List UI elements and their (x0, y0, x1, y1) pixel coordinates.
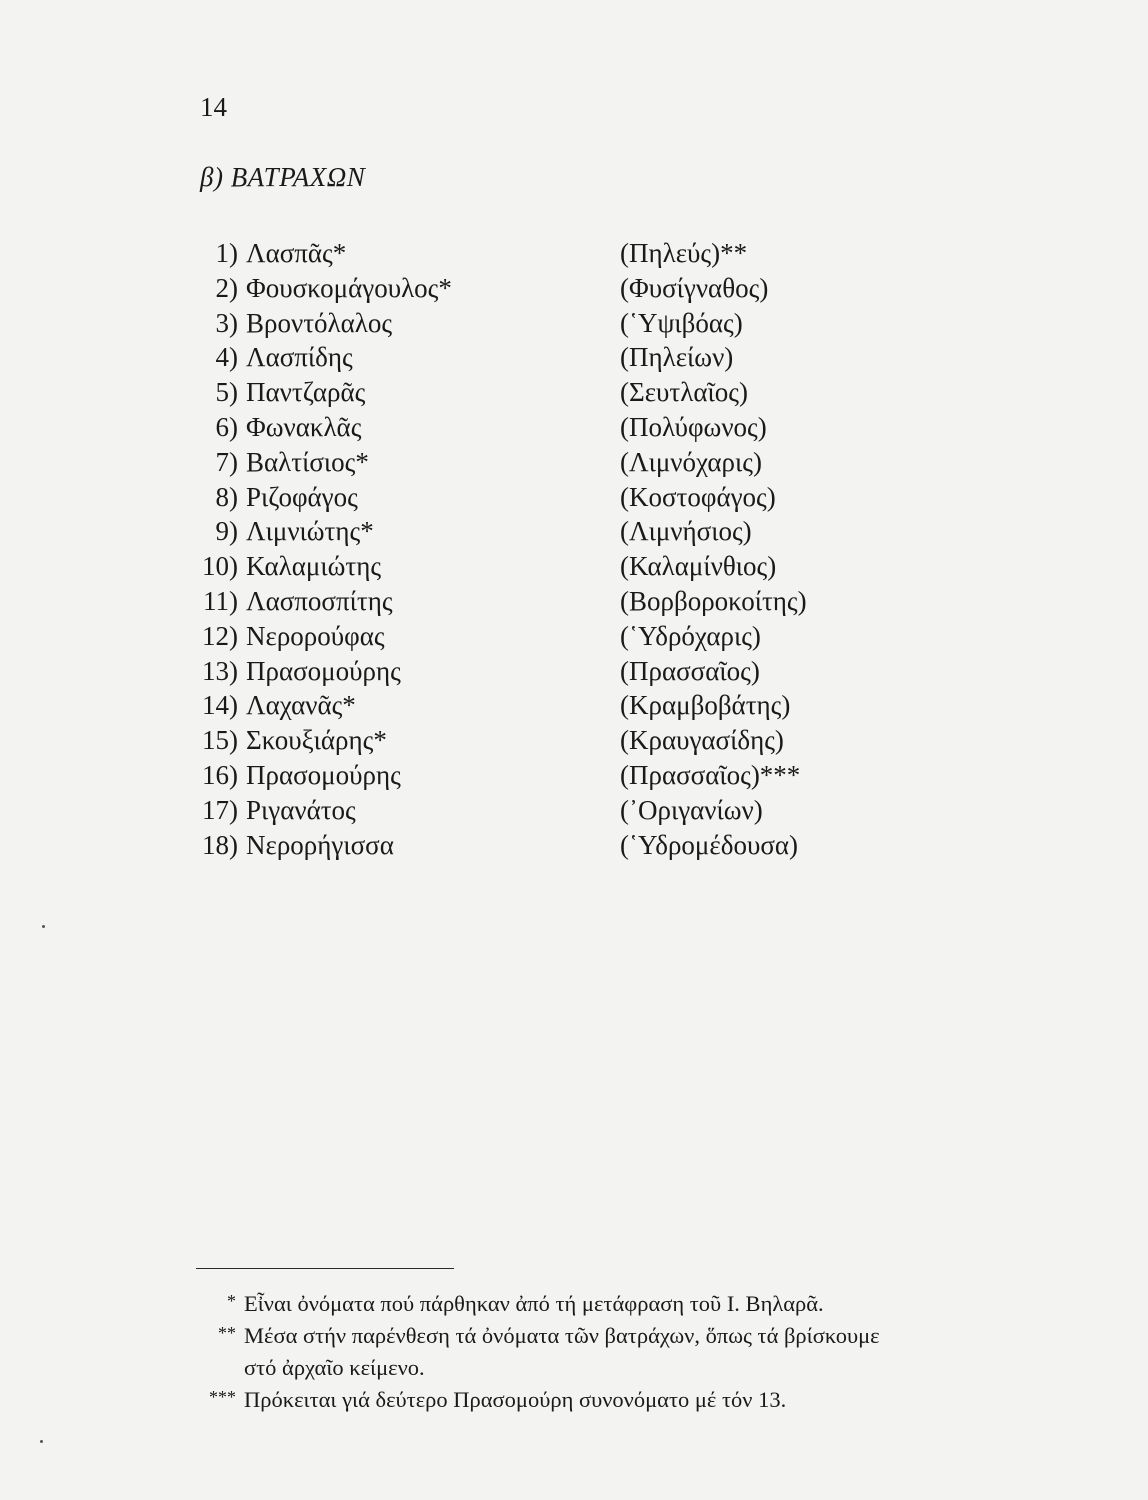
modern-name: Βροντόλαλος (246, 307, 393, 338)
footnote-text: Πρόκειται γιά δεύτερο Πρασομούρη συνονόματο μέ τόν 13. (244, 1387, 787, 1412)
ancient-name: (Φυσίγναθος) (620, 272, 769, 303)
footnote-mark: * (227, 1291, 236, 1311)
modern-name: Νερορήγισσα (246, 829, 394, 860)
footnote (0, 1320, 1148, 1352)
item-number: 11) (203, 585, 238, 616)
footnote-text: Εἶναι ὀνόματα πού πάρθηκαν ἀπό τή μετάφραση τοῦ Ι. Βηλαρᾶ. (244, 1291, 824, 1316)
modern-name: Νερορούφας (246, 620, 385, 651)
item-number: 3) (215, 307, 238, 338)
ancient-name: (Πηλείων) (620, 342, 734, 373)
list-item (0, 410, 1148, 445)
ancient-name: (Κοστοφάγος) (620, 481, 776, 512)
item-number: 1) (215, 238, 238, 268)
item-number: 2) (215, 272, 238, 303)
item-number: 12) (202, 620, 238, 651)
list-item (0, 584, 1148, 619)
modern-name: Πρασομούρης (246, 655, 401, 686)
page-number: 14 (200, 92, 227, 122)
list-item (0, 306, 1148, 341)
footnote-text: Μέσα στήν παρένθεση τά ὀνόματα τῶν βατράχων, ὅπως τά βρίσκουμε (244, 1323, 880, 1348)
footnote (0, 1288, 1148, 1320)
modern-name: Λασπᾶς* (246, 238, 347, 268)
list-item (0, 723, 1148, 758)
footnote (0, 1384, 1148, 1416)
ancient-name: (῾Υδρόχαρις) (620, 620, 761, 651)
modern-name: Φωνακλᾶς (246, 411, 362, 442)
list-item (0, 271, 1148, 306)
footnotes (0, 1288, 1148, 1416)
list-item (0, 445, 1148, 480)
ancient-name: (Καλαμίνθιος) (620, 551, 777, 582)
modern-name: Σκουξιάρης* (246, 725, 387, 756)
ancient-name: (῾Υψιβόας) (620, 307, 743, 338)
modern-name: Λασπίδης (246, 342, 353, 373)
frog-names-list (0, 236, 1148, 862)
item-number: 17) (202, 794, 238, 825)
footnote-text: στό ἀρχαῖο κείμενο. (244, 1355, 425, 1380)
item-number: 16) (202, 759, 238, 790)
item-number: 14) (202, 690, 238, 721)
ancient-name: (Βορβοροκοίτης) (620, 585, 807, 616)
list-item (0, 688, 1148, 723)
ancient-name: (Πηλεύς)** (620, 238, 748, 268)
ancient-name: (Πρασσαῖος) (620, 655, 760, 686)
item-number: 6) (215, 411, 238, 442)
ancient-name: (Πολύφωνος) (620, 411, 767, 442)
modern-name: Φουσκομάγουλος* (246, 272, 452, 303)
item-number: 9) (215, 516, 238, 547)
list-item (0, 828, 1148, 863)
list-item (0, 375, 1148, 410)
list-item (0, 514, 1148, 549)
modern-name: Ριζοφάγος (246, 481, 358, 512)
modern-name: Λιμνιώτης* (246, 516, 374, 547)
modern-name: Πρασομούρης (246, 759, 401, 790)
ancient-name: (Σευτλαῖος) (620, 377, 748, 408)
list-item (0, 236, 1148, 271)
ancient-name: (῾Υδρομέδουσα) (620, 829, 799, 860)
modern-name: Παντζαρᾶς (246, 377, 366, 408)
ancient-name: (᾿Οριγανίων) (620, 794, 763, 825)
ancient-name: (Λιμνόχαρις) (620, 446, 762, 477)
ancient-name: (Κραυγασίδης) (620, 725, 784, 756)
footnote (0, 1352, 1148, 1384)
modern-name: Καλαμιώτης (246, 551, 382, 582)
print-speck (42, 925, 45, 928)
item-number: 4) (215, 342, 238, 373)
item-number: 8) (215, 481, 238, 512)
list-item (0, 549, 1148, 584)
modern-name: Λαχανᾶς* (246, 690, 356, 721)
footnote-mark: ** (218, 1323, 236, 1343)
list-item (0, 619, 1148, 654)
ancient-name: (Κραμβοβάτης) (620, 690, 791, 721)
item-number: 10) (202, 551, 238, 582)
print-speck (40, 1440, 43, 1443)
modern-name: Ριγανάτος (246, 794, 356, 825)
list-item (0, 793, 1148, 828)
section-title: β) ΒΑΤΡΑΧΩΝ (200, 162, 366, 192)
modern-name: Λασποσπίτης (246, 585, 393, 616)
item-number: 18) (202, 829, 238, 860)
item-number: 13) (202, 655, 238, 686)
item-number: 5) (215, 377, 238, 408)
footnote-divider (196, 1268, 454, 1269)
item-number: 7) (215, 446, 238, 477)
modern-name: Βαλτίσιος* (246, 446, 369, 477)
list-item (0, 480, 1148, 515)
list-item (0, 340, 1148, 375)
item-number: 15) (202, 725, 238, 756)
list-item (0, 654, 1148, 689)
ancient-name: (Λιμνήσιος) (620, 516, 752, 547)
list-item (0, 758, 1148, 793)
ancient-name: (Πρασσαῖος)*** (620, 759, 801, 790)
footnote-mark: *** (209, 1387, 236, 1407)
